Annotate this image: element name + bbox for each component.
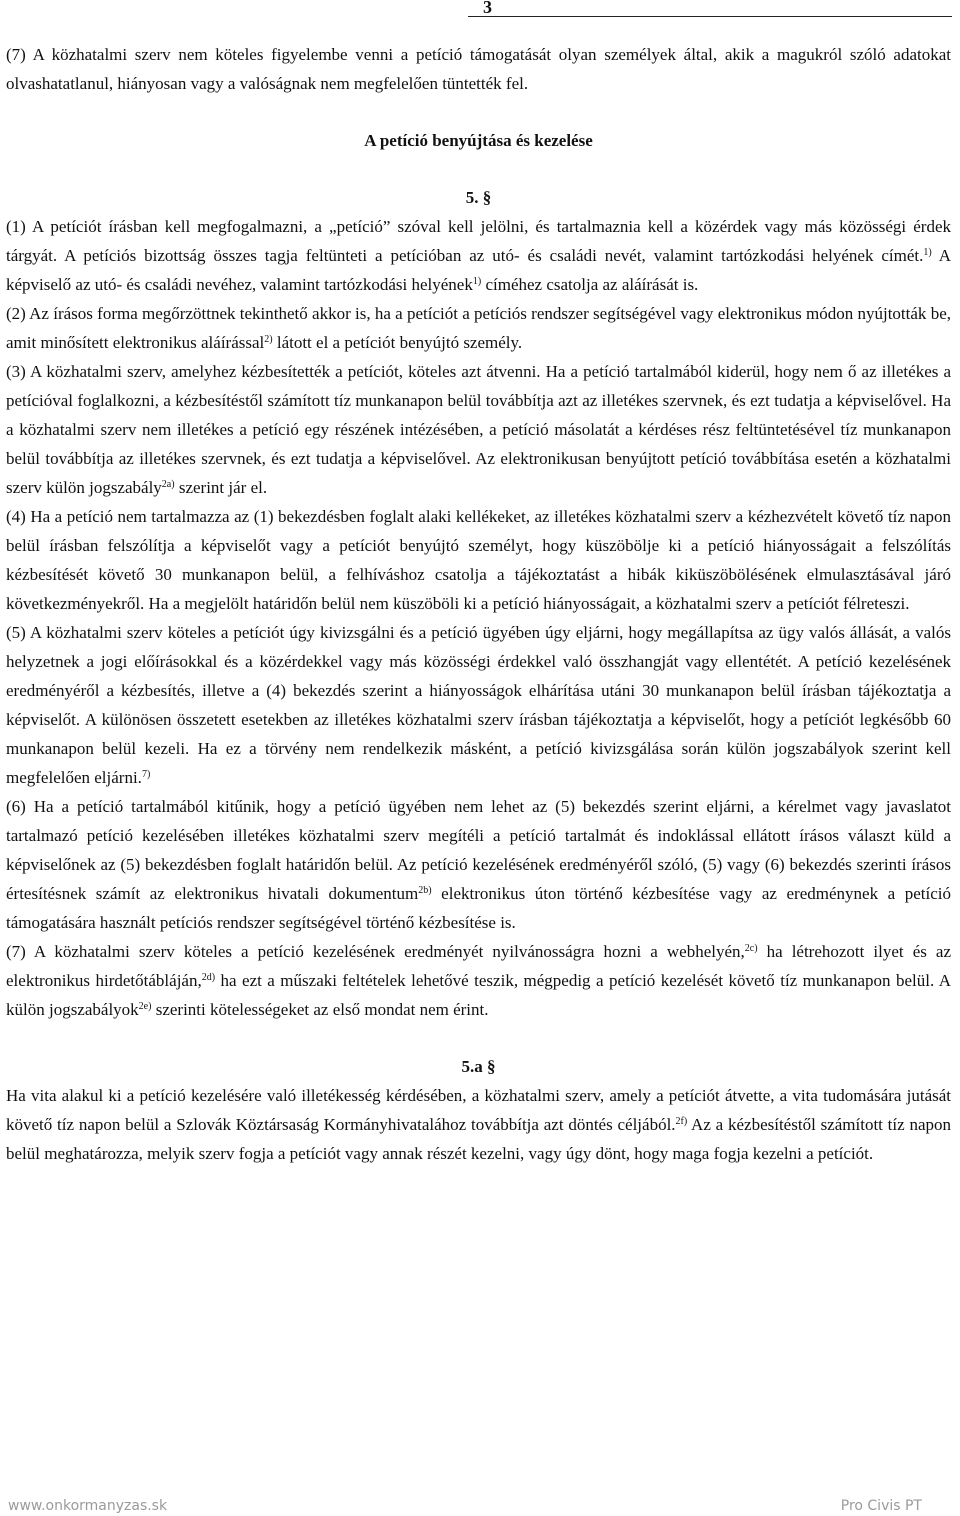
footnote-ref: 2f) (675, 1116, 688, 1127)
page-footer (8, 1498, 922, 1514)
footnote-ref: 7) (141, 769, 151, 780)
footnote-ref: 2b) (418, 885, 432, 896)
section-heading: A petíció benyújtása és kezelése (364, 131, 593, 150)
paragraph-5-2: (2) Az írásos forma megőrzöttnek tekinthető akkor is, ha a petíciót a petíciós rendszer segítségével vagy elektronikus módon nyújtották be, amit minősített elektronikus aláírással$^{2)}$ látott el a petíciót benyújtó személy. (6, 304, 951, 352)
section-5-title: 5. § (465, 188, 492, 207)
paragraph-5-4: (4) Ha a petíció nem tartalmazza az (1) bekezdésben foglalt alaki kellékeket, az illetékes közhatalmi szerv a kézhezvételt követő tíz napon belül írásban felszólítja a képviselőt vagy a petíciót benyújtó személyt, hogy küszöbölje ki a petíció hiányosságait a felszólítás kézbesítését követő 30 munkanapon belül, a felhíváshoz csatolja a tájékoztatást a hibák kiküszöbölésének elmulasztásával járó következményekről. Ha a megjelölt határidőn belül nem küszöböli ki a petíció hiányosságait, a közhatalmi szerv a petíciót félreteszi. (6, 507, 951, 613)
footnote-ref: 1) (472, 276, 482, 287)
document-body (6, 40, 951, 1168)
footer-website: www.onkormanyzas.sk (8, 1498, 168, 1514)
header-rule (468, 16, 952, 17)
page-number: 3 (483, 0, 492, 17)
paragraph-5a: Ha vita alakul ki a petíció kezelésére való illetékesség kérdésében, a közhatalmi szerv, amely a petíciót átvette, a vita tudomására jutását követő tíz napon belül a Szlovák Köztársaság Kormányhivatalához továbbítja azt döntés céljából.$^{2f)}$ Az a kézbesítéstől számított tíz napon belül meghatározza, melyik szerv fogja a petíciót vagy annak részét kezelni, vagy úgy dönt, hogy maga fogja kezelni a petíciót. (6, 1086, 951, 1163)
spacer (6, 1024, 951, 1052)
paragraph-5-7: (7) A közhatalmi szerv köteles a petíció kezelésének eredményét nyilvánosságra hozni a webhelyén,$^{2c)}$ ha létrehozott ilyet és az elektronikus hirdetőtábláján,$^{2d)}$ ha ezt a műszaki feltételek lehetővé teszik, mégpedig a petíció kezelését követő tíz munkanapon belül. A külön jogszabályok$^{2e)}$ szerinti kötelességeket az első mondat nem érint. (6, 942, 952, 1019)
paragraph-5-3: (3) A közhatalmi szerv, amelyhez kézbesítették a petíciót, köteles azt átvenni. Ha a petíció tartalmából kiderül, hogy nem ő az illetékes a petícióval foglalkozni, a kézbesítéstől számított tíz munkanapon belül továbbítja azt az illetékes szervnek, és ezt tudatja a képviselővel. Ha a közhatalmi szerv nem illetékes a petíció egy részének intézésében, a petíció másolatát a kérdéses rész feltüntetésével tíz munkanapon belül továbbítja az illetékes szervnek, és ezt tudatja a képviselővel. Az elektronikusan benyújtott petíció továbbítása esetén a közhatalmi szerv külön jogszabály$^{2a)}$ szerint jár el. (6, 362, 951, 497)
footnote-ref: 1) (923, 247, 932, 258)
footer-brand: Pro Civis PT (840, 1498, 922, 1514)
paragraph-5-5: (5) A közhatalmi szerv köteles a petíciót úgy kivizsgálni és a petíció ügyében úgy eljárni, hogy megállapítsa az ügy valós állását, a valós helyzetnek a jogi előírásokkal és a közérdekkel vagy más közösségi érdekkel való összhangját vagy ellentétét. A petíció kezelésének eredményéről a kézbesítés, illetve a (4) bekezdés szerint a hiányosságok elhárítása utáni 30 munkanapon belül írásban tájékoztatja a képviselőt. A különösen összetett esetekben az illetékes közhatalmi szerv írásban tájékoztatja a képviselőt, hogy a petíciót legkésőbb 60 munkanapon belül kezeli. Ha ez a törvény nem rendelkezik másként, a petíció kivizsgálása során külön jogszabályok szerint kell megfelelően eljárni.$^{7)}$ (6, 623, 951, 787)
paragraph-5-6: (6) Ha a petíció tartalmából kitűnik, hogy a petíció ügyében nem lehet az (5) bekezdés szerint eljárni, a kérelmet vagy javaslatot tartalmazó petíció kezelésében illetékes közhatalmi szerv megítéli a petíció tartalmát és indoklással ellátott írásos választ küld a képviselőnek az (5) bekezdésben foglalt határidőn belül. Az petíció kezelésének eredményéről szóló, (5) vagy (6) bekezdés szerinti írásos értesítésnek számít az elektronikus hivatali dokumentum$^{2b)}$ elektronikus úton történő kézbesítése vagy az eredménynek a petíció támogatására használt petíciós rendszer segítségével történő kézbesítése is. (6, 797, 951, 932)
footnote-ref: 2e) (138, 1001, 152, 1012)
footnote-ref: 2a) (161, 479, 175, 490)
footnote-ref: 2c) (744, 943, 758, 954)
section-5a-title: 5.a § (461, 1057, 496, 1076)
paragraph-prev-7: (7) A közhatalmi szerv nem köteles figyelembe venni a petíció támogatását olyan személyek által, akik a magukról szóló adatokat olvashatatlanul, hiányosan vagy a valóságnak nem megfelelően tüntették fel. (6, 45, 951, 93)
footnote-ref: 2) (264, 334, 273, 345)
paragraph-5-1: (1) A petíciót írásban kell megfogalmazni, a „petíció” szóval kell jelölni, és tartalmaznia kell a közérdek vagy más közösségi érdek tárgyát. A petíciós bizottság összes tagja feltünteti a petícióban az utó- és családi nevét, valamint tartózkodási helyének címét.$^{1)}$ A képviselő az utó- és családi nevéhez, valamint tartózkodási helyének$^{1)}$ címéhez csatolja az aláírását is. (6, 217, 951, 294)
footnote-ref: 2d) (201, 972, 216, 983)
